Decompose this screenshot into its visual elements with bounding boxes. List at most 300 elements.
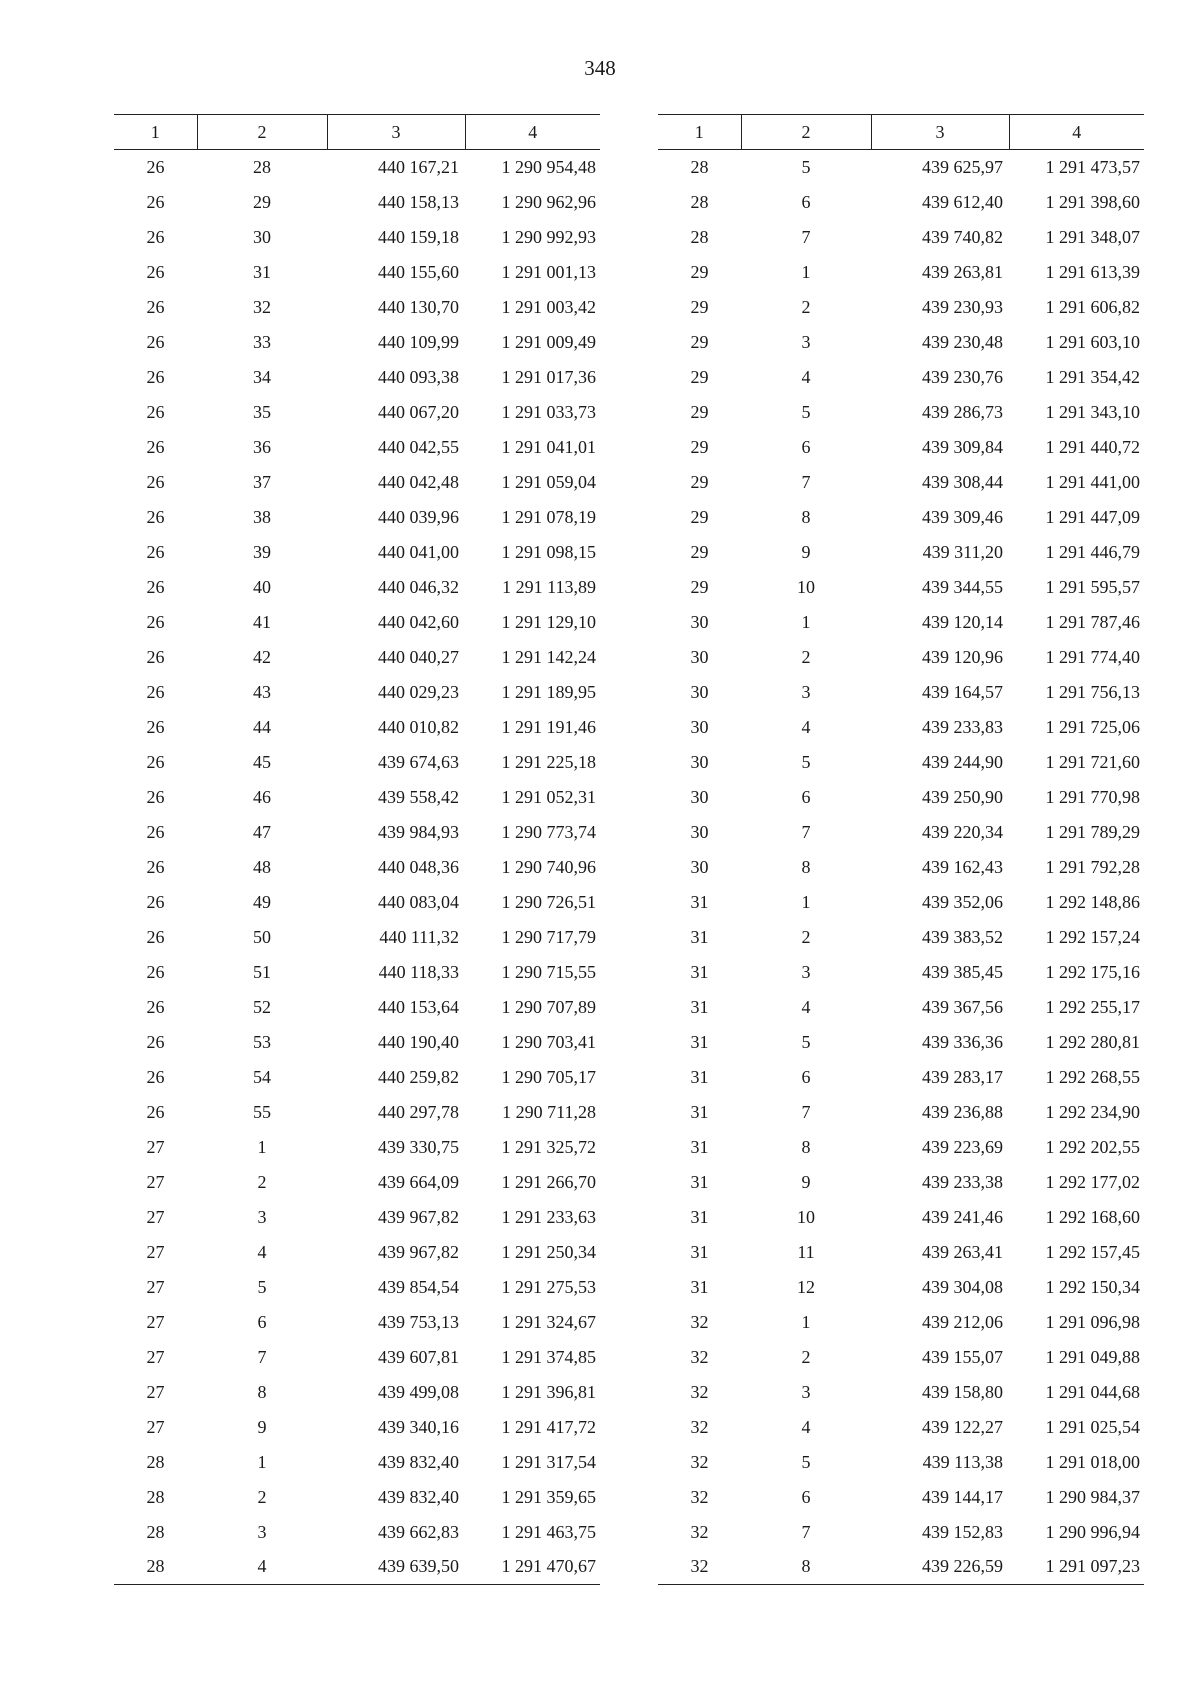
table-cell: 440 111,32 [379,926,459,947]
table-row [114,710,600,745]
table-cell: 27 [146,1381,165,1402]
table-cell: 1 290 773,74 [501,821,596,842]
table-cell: 26 [146,821,165,842]
table-row [114,780,600,815]
table-cell: 1 291 396,81 [501,1381,596,1402]
table-cell: 1 292 148,86 [1045,891,1140,912]
table-cell: 439 344,55 [922,576,1003,597]
table-cell: 28 [146,1486,165,1507]
table-cell: 439 223,69 [922,1136,1003,1157]
table-cell: 439 854,54 [378,1276,459,1297]
table-row [114,150,600,185]
table-cell: 1 291 078,19 [501,506,596,527]
table-cell: 439 499,08 [378,1381,459,1402]
table-cell: 440 167,21 [378,156,459,177]
table-cell: 36 [253,436,271,457]
table-cell: 11 [797,1241,815,1262]
table-row [114,220,600,255]
table-row [658,1340,1144,1375]
table-cell: 30 [690,786,709,807]
table-cell: 1 291 440,72 [1045,436,1140,457]
table-cell: 10 [797,576,815,597]
table-cell: 439 308,44 [922,471,1003,492]
table-cell: 440 029,23 [378,681,459,702]
table-cell: 8 [801,856,811,877]
table-cell: 31 [690,1241,709,1262]
table-row [114,290,600,325]
table-cell: 1 290 962,96 [501,191,596,212]
table-cell: 439 639,50 [327,1550,465,1585]
table-row [658,640,1144,675]
table-row [658,1060,1144,1095]
column-header: 4 [465,115,600,150]
table-cell: 1 291 756,13 [1045,681,1140,702]
table-row [658,710,1144,745]
table-cell: 4 [801,366,811,387]
table-row [658,1095,1144,1130]
table-cell: 440 048,36 [378,856,459,877]
table-cell: 31 [690,1206,709,1227]
table-cell: 439 230,93 [922,296,1003,317]
table-cell: 1 291 191,46 [501,716,596,737]
table-cell: 440 067,20 [378,401,459,422]
table-cell: 439 674,63 [378,751,459,772]
table-cell: 26 [146,751,165,772]
table-cell: 31 [690,1031,709,1052]
table-cell: 440 155,60 [378,261,459,282]
table-cell: 439 612,40 [922,191,1003,212]
table-cell: 1 291 018,00 [1045,1451,1140,1472]
table-row [114,1340,600,1375]
table-cell: 31 [690,1171,709,1192]
coordinates-table-right [658,114,1144,1585]
table-row [658,1270,1144,1305]
table-cell: 47 [253,821,271,842]
table-cell: 5 [257,1276,267,1297]
table-cell: 32 [690,1311,709,1332]
table-row [114,850,600,885]
table-cell: 440 042,48 [378,471,459,492]
column-header: 2 [197,115,327,150]
table-cell: 32 [690,1416,709,1437]
table-cell: 26 [146,191,165,212]
table-cell: 439 662,83 [378,1521,459,1542]
table-cell: 26 [146,856,165,877]
table-cell: 52 [253,996,271,1017]
table-cell: 26 [146,646,165,667]
table-cell: 439 311,20 [922,541,1003,562]
table-cell: 439 340,16 [378,1416,459,1437]
table-cell: 30 [690,681,709,702]
table-cell: 26 [146,436,165,457]
table-cell: 1 291 098,15 [501,541,596,562]
table-cell: 1 291 025,54 [1045,1416,1140,1437]
table-cell: 46 [253,786,271,807]
table-cell: 32 [690,1346,709,1367]
table-cell: 26 [146,891,165,912]
table-row [114,1270,600,1305]
table-cell: 29 [690,401,709,422]
table-row [658,360,1144,395]
table-cell: 29 [690,436,709,457]
table-cell: 1 291 721,60 [1045,751,1140,772]
table-row [114,1165,600,1200]
table-cell: 44 [253,716,271,737]
table-cell: 439 120,14 [922,611,1003,632]
table-cell: 439 385,45 [922,961,1003,982]
table-cell: 6 [801,1066,811,1087]
table-cell: 32 [690,1381,709,1402]
table-cell: 29 [690,331,709,352]
table-cell: 439 309,46 [922,506,1003,527]
table-row [658,185,1144,220]
table-row [658,1480,1144,1515]
table-cell: 9 [801,1171,811,1192]
table-row [114,990,600,1025]
table-cell: 5 [801,1031,811,1052]
table-cell: 1 291 774,40 [1045,646,1140,667]
table-cell: 439 625,97 [922,156,1003,177]
table-cell: 30 [253,226,271,247]
table-cell: 26 [146,506,165,527]
table-cell: 439 233,83 [922,716,1003,737]
table-cell: 439 120,96 [922,646,1003,667]
table-cell: 1 291 354,42 [1045,366,1140,387]
table-cell: 29 [690,296,709,317]
table-cell: 3 [257,1521,267,1542]
table-cell: 2 [801,926,811,947]
table-cell: 27 [146,1241,165,1262]
table-cell: 440 158,13 [378,191,459,212]
table-row [658,1375,1144,1410]
table-cell: 439 158,80 [922,1381,1003,1402]
table-row [114,360,600,395]
table-cell: 26 [146,1101,165,1122]
table-cell: 39 [253,541,271,562]
table-row [114,640,600,675]
table-cell: 1 292 280,81 [1045,1031,1140,1052]
table-cell: 27 [146,1136,165,1157]
table-row [114,675,600,710]
table-cell: 1 291 113,89 [502,576,596,597]
table-cell: 439 304,08 [922,1276,1003,1297]
table-cell: 439 250,90 [922,786,1003,807]
table-cell: 30 [690,856,709,877]
table-cell: 439 832,40 [378,1451,459,1472]
table-row [658,535,1144,570]
table-cell: 1 292 175,16 [1045,961,1140,982]
table-cell: 26 [146,786,165,807]
table-cell: 30 [690,751,709,772]
table-row [658,920,1144,955]
table-cell: 1 291 446,79 [1045,541,1140,562]
table-row [114,955,600,990]
table-cell: 439 152,83 [922,1521,1003,1542]
table-cell: 6 [801,191,811,212]
table-cell: 26 [146,261,165,282]
table-cell: 32 [690,1486,709,1507]
table-cell: 29 [253,191,271,212]
table-cell: 439 286,73 [922,401,1003,422]
table-cell: 8 [801,506,811,527]
table-cell: 28 [690,191,709,212]
table-cell: 1 290 984,37 [1045,1486,1140,1507]
table-cell: 31 [690,961,709,982]
table-cell: 1 [801,1311,811,1332]
table-cell: 440 042,60 [378,611,459,632]
table-cell: 1 291 789,29 [1045,821,1140,842]
table-row [658,220,1144,255]
table-cell: 26 [146,541,165,562]
table-cell: 29 [690,506,709,527]
table-cell: 1 291 017,36 [501,366,596,387]
table-cell: 439 241,46 [922,1206,1003,1227]
table-cell: 1 292 168,60 [1045,1206,1140,1227]
table-cell: 440 093,38 [378,366,459,387]
table-cell: 31 [690,1276,709,1297]
table-row [114,815,600,850]
column-header: 4 [1009,115,1144,150]
table-row [114,1550,600,1585]
table-row [658,430,1144,465]
table-header-row [114,115,600,150]
table-cell: 7 [801,1521,811,1542]
table-cell: 32 [658,1550,741,1585]
table-cell: 1 291 470,67 [465,1550,600,1585]
table-cell: 7 [801,821,811,842]
table-cell: 27 [146,1276,165,1297]
table-cell: 1 291 001,13 [501,261,596,282]
table-cell: 54 [253,1066,271,1087]
table-cell: 31 [690,1136,709,1157]
table-cell: 440 118,33 [378,961,459,982]
table-body [114,150,600,1585]
page-number: 348 [584,56,616,80]
table-row [658,290,1144,325]
table-cell: 32 [690,1451,709,1472]
table-cell: 10 [797,1206,815,1227]
table-cell: 1 291 044,68 [1045,1381,1140,1402]
table-cell: 26 [146,611,165,632]
table-cell: 1 291 009,49 [501,331,596,352]
table-row [114,1305,600,1340]
table-row [658,850,1144,885]
table-cell: 30 [690,821,709,842]
table-cell: 29 [690,366,709,387]
table-cell: 9 [257,1416,267,1437]
table-cell: 1 291 317,54 [501,1451,596,1472]
table-row [658,1515,1144,1550]
column-header: 2 [741,115,871,150]
table-cell: 1 [257,1451,267,1472]
table-cell: 1 291 266,70 [501,1171,596,1192]
table-cell: 439 367,56 [922,996,1003,1017]
table-cell: 40 [253,576,271,597]
table-cell: 440 159,18 [378,226,459,247]
table-cell: 439 309,84 [922,436,1003,457]
table-cell: 1 291 250,34 [501,1241,596,1262]
table-cell: 7 [801,1101,811,1122]
table-cell: 1 290 705,17 [501,1066,596,1087]
table-row [658,605,1144,640]
table-cell: 1 292 157,45 [1045,1241,1140,1262]
table-cell: 1 291 463,75 [501,1521,596,1542]
table-cell: 2 [257,1486,267,1507]
table-cell: 439 336,36 [922,1031,1003,1052]
table-cell: 31 [690,1066,709,1087]
table-cell: 3 [801,331,811,352]
table-cell: 1 291 142,24 [501,646,596,667]
table-cell: 439 113,38 [922,1451,1003,1472]
table-cell: 440 190,40 [378,1031,459,1052]
column-header: 1 [114,115,197,150]
table-cell: 439 164,57 [922,681,1003,702]
table-cell: 1 290 707,89 [501,996,596,1017]
table-cell: 440 109,99 [378,331,459,352]
table-cell: 1 292 234,90 [1045,1101,1140,1122]
table-cell: 1 291 275,53 [501,1276,596,1297]
table-row [658,150,1144,185]
table-cell: 34 [253,366,271,387]
table-cell: 439 558,42 [378,786,459,807]
table-row [114,395,600,430]
table-cell: 2 [257,1171,267,1192]
table-cell: 3 [801,1381,811,1402]
table-row [658,1235,1144,1270]
table-cell: 439 230,48 [922,331,1003,352]
table-row [114,885,600,920]
table-row [114,1480,600,1515]
table-cell: 4 [197,1550,327,1585]
table-row [658,815,1144,850]
table-cell: 439 144,17 [922,1486,1003,1507]
table-cell: 32 [690,1521,709,1542]
table-cell: 439 236,88 [922,1101,1003,1122]
table-cell: 28 [690,226,709,247]
table-cell: 1 292 177,02 [1045,1171,1140,1192]
table-cell: 6 [801,786,811,807]
table-cell: 35 [253,401,271,422]
table-cell: 1 291 225,18 [501,751,596,772]
table-row [114,535,600,570]
table-cell: 28 [114,1550,197,1585]
column-header: 3 [327,115,465,150]
table-cell: 440 153,64 [378,996,459,1017]
table-cell: 439 220,34 [922,821,1003,842]
table-cell: 8 [257,1381,267,1402]
table-row [114,255,600,290]
table-cell: 29 [690,471,709,492]
table-cell: 1 290 954,48 [501,156,596,177]
table-cell: 1 291 792,28 [1045,856,1140,877]
table-cell: 1 291 417,72 [501,1416,596,1437]
table-cell: 439 967,82 [378,1206,459,1227]
table-cell: 45 [253,751,271,772]
table-cell: 3 [801,961,811,982]
table-row [114,185,600,220]
table-cell: 6 [257,1311,267,1332]
table-cell: 440 297,78 [378,1101,459,1122]
table-cell: 4 [257,1241,267,1262]
table-cell: 26 [146,156,165,177]
table-cell: 49 [253,891,271,912]
table-row [114,500,600,535]
table-cell: 55 [253,1101,271,1122]
table-cell: 1 291 359,65 [501,1486,596,1507]
table-cell: 1 292 150,34 [1045,1276,1140,1297]
table-cell: 439 212,06 [922,1311,1003,1332]
table-cell: 1 290 717,79 [501,926,596,947]
table-cell: 31 [253,261,271,282]
table-row [658,255,1144,290]
table-cell: 32 [253,296,271,317]
table-cell: 440 130,70 [378,296,459,317]
table-cell: 31 [690,996,709,1017]
table-cell: 4 [801,996,811,1017]
table-cell: 26 [146,716,165,737]
table-cell: 26 [146,471,165,492]
column-header: 1 [658,115,741,150]
table-cell: 1 291 325,72 [501,1136,596,1157]
table-cell: 6 [801,436,811,457]
table-cell: 6 [801,1486,811,1507]
table-row [114,1445,600,1480]
table-cell: 1 291 129,10 [501,611,596,632]
table-cell: 1 291 473,57 [1045,156,1140,177]
table-cell: 439 664,09 [378,1171,459,1192]
table-cell: 31 [690,926,709,947]
table-cell: 4 [801,716,811,737]
table-cell: 27 [146,1171,165,1192]
table-cell: 28 [253,156,271,177]
table-cell: 439 283,17 [922,1066,1003,1087]
table-cell: 439 263,41 [922,1241,1003,1262]
table-cell: 37 [253,471,271,492]
table-cell: 1 291 398,60 [1045,191,1140,212]
table-cell: 1 290 711,28 [502,1101,596,1122]
table-cell: 29 [690,576,709,597]
table-row [114,325,600,360]
table-cell: 1 291 343,10 [1045,401,1140,422]
table-cell: 1 [801,611,811,632]
table-cell: 1 291 725,06 [1045,716,1140,737]
table-cell: 1 290 996,94 [1045,1521,1140,1542]
table-cell: 440 040,27 [378,646,459,667]
table-cell: 1 291 233,63 [501,1206,596,1227]
table-cell: 439 263,81 [922,261,1003,282]
table-cell: 26 [146,926,165,947]
table-cell: 1 291 770,98 [1045,786,1140,807]
table-cell: 26 [146,226,165,247]
table-row [658,745,1144,780]
table-cell: 1 291 049,88 [1045,1346,1140,1367]
table-cell: 1 292 157,24 [1045,926,1140,947]
table-cell: 43 [253,681,271,702]
table-cell: 1 291 374,85 [501,1346,596,1367]
table-cell: 440 010,82 [378,716,459,737]
table-row [658,990,1144,1025]
table-row [658,395,1144,430]
table-row [658,675,1144,710]
table-cell: 3 [257,1206,267,1227]
table-cell: 439 330,75 [378,1136,459,1157]
table-cell: 1 [801,261,811,282]
table-row [658,1130,1144,1165]
table-cell: 26 [146,1066,165,1087]
table-cell: 1 290 740,96 [501,856,596,877]
table-cell: 1 291 033,73 [501,401,596,422]
table-cell: 28 [146,1521,165,1542]
